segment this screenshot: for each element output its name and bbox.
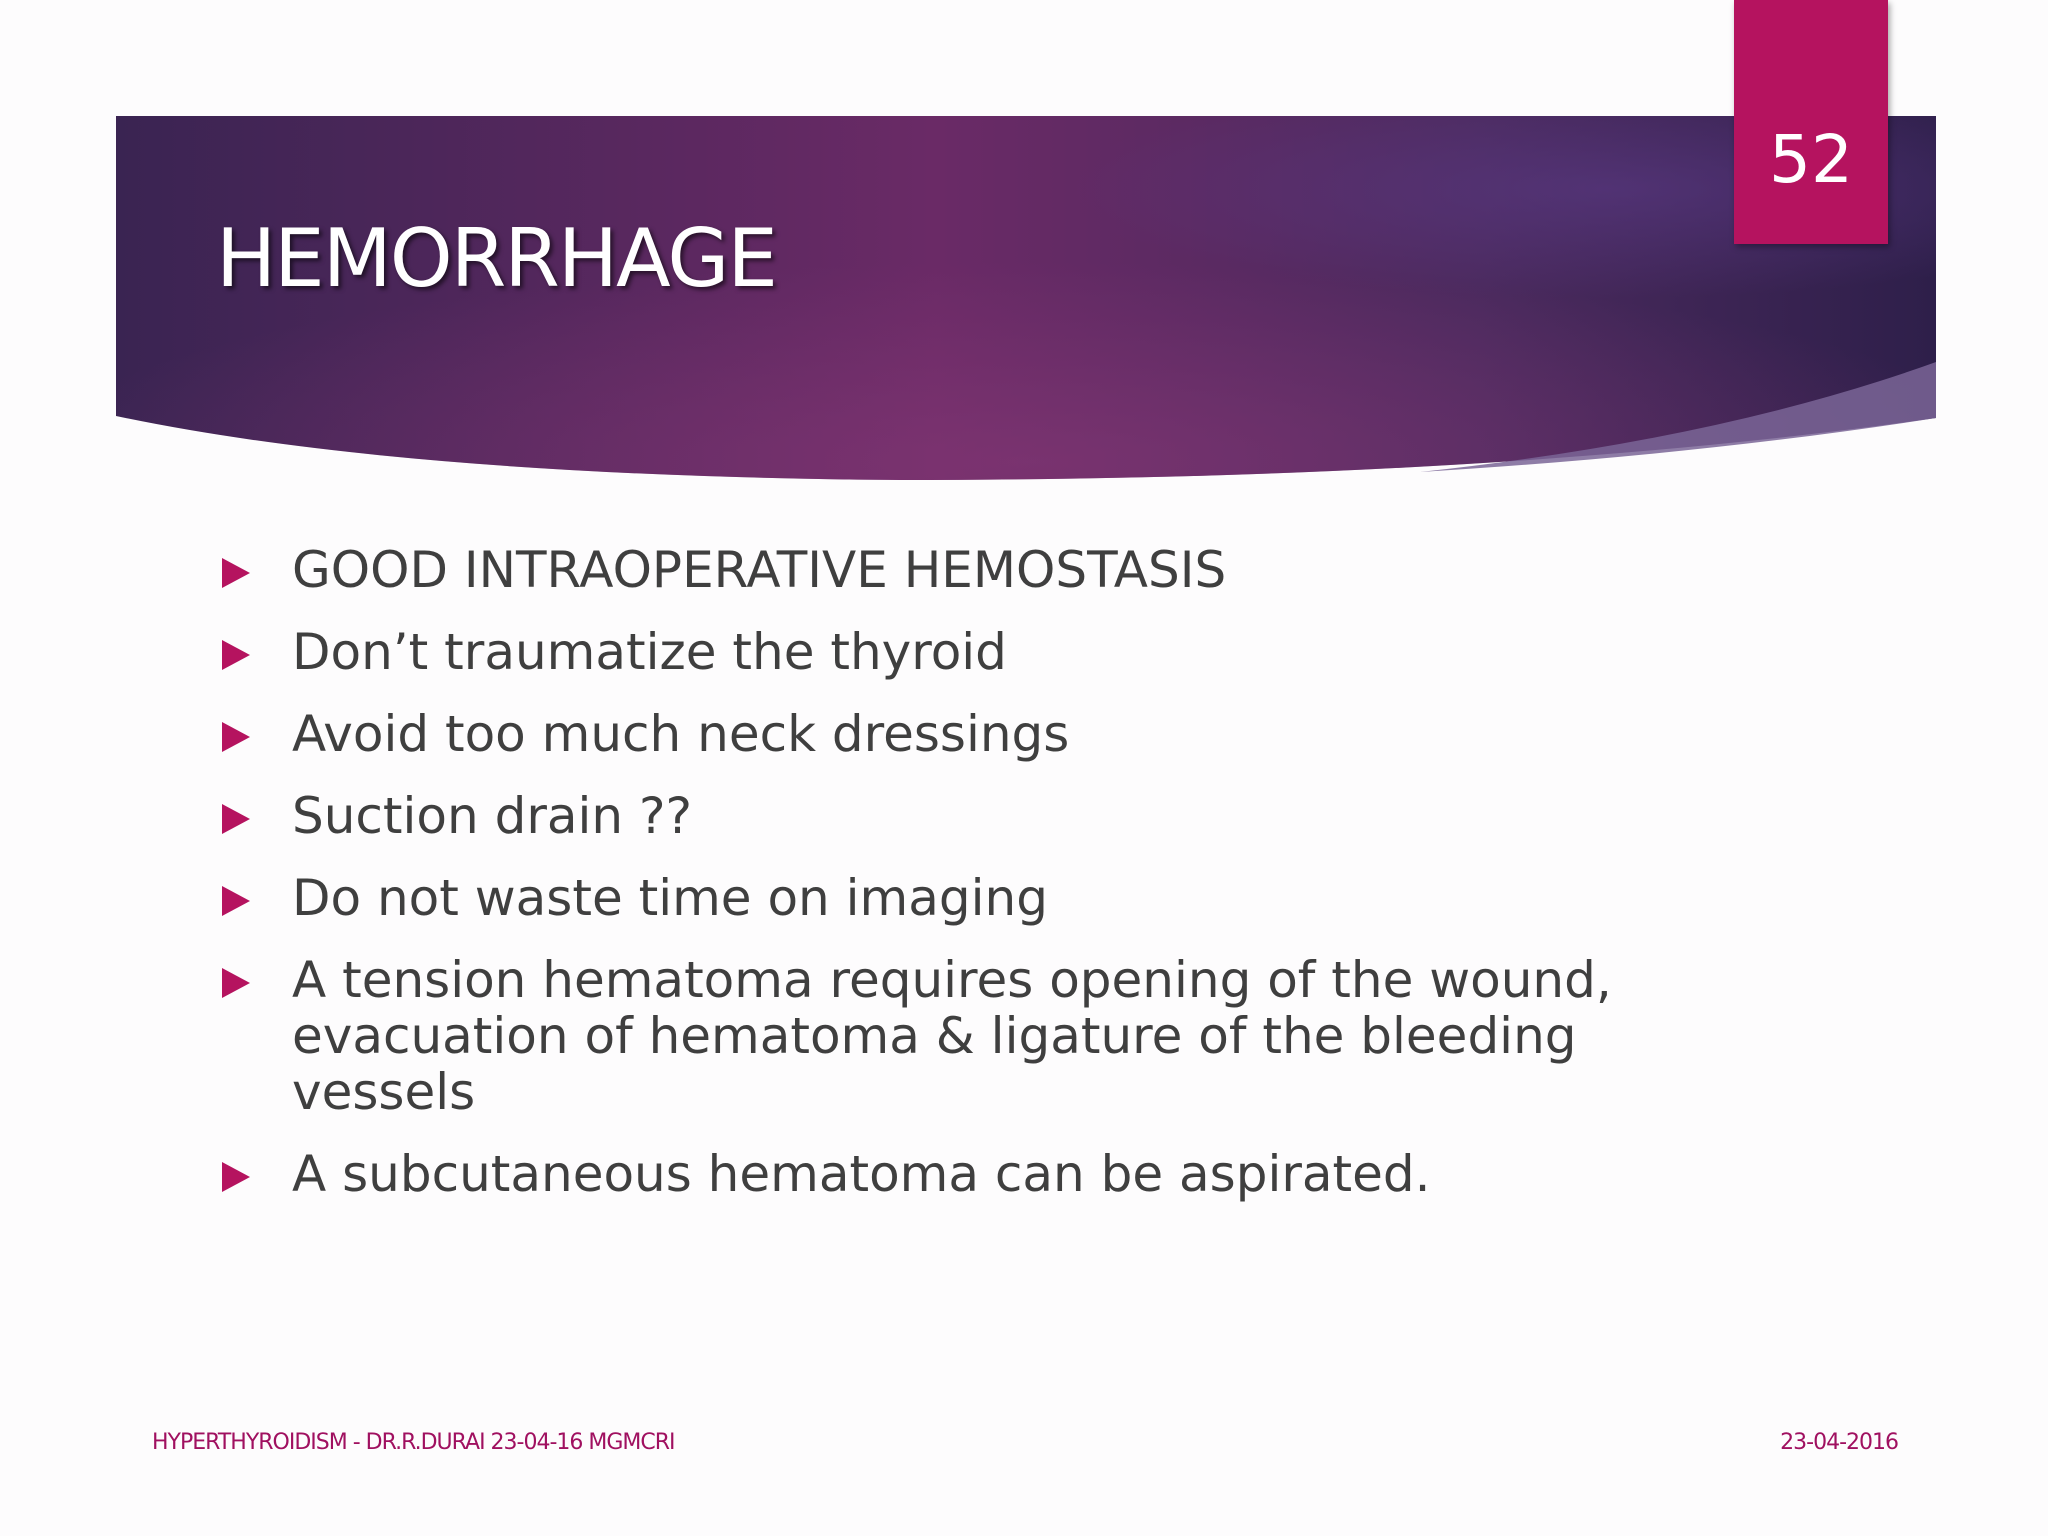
- bullet-text: Suction drain ??: [292, 787, 693, 845]
- bullet-item: [212, 542, 1612, 598]
- triangle-right-icon: [222, 968, 250, 998]
- slide-title: HEMORRHAGE: [216, 212, 776, 305]
- triangle-right-icon: [222, 804, 250, 834]
- page-number: 52: [1769, 121, 1853, 198]
- bullet-text: A subcutaneous hematoma can be aspirated.: [292, 1145, 1431, 1203]
- footer-presentation-title: HYPERTHYROIDISM - DR.R.DURAI 23-04-16 MGMCRI: [152, 1430, 675, 1455]
- triangle-right-icon: [222, 1162, 250, 1192]
- triangle-right-icon: [222, 722, 250, 752]
- bullet-item: [212, 952, 1612, 1120]
- bullet-text: Avoid too much neck dressings: [292, 705, 1070, 763]
- bullet-text: GOOD INTRAOPERATIVE HEMOSTASIS: [292, 541, 1227, 599]
- triangle-right-icon: [222, 886, 250, 916]
- bullet-text: Don’t traumatize the thyroid: [292, 623, 1007, 681]
- footer-date: 23-04-2016: [1780, 1430, 1898, 1455]
- bullet-item: [212, 870, 1612, 926]
- bullet-item: [212, 788, 1612, 844]
- bullet-item: [212, 1146, 1612, 1202]
- bullet-item: [212, 706, 1612, 762]
- page-number-tab: [1734, 0, 1888, 244]
- bullet-text: A tension hematoma requires opening of the wound, evacuation of hematoma & ligature of the bleeding vessels: [292, 951, 1612, 1121]
- bullet-list: [212, 542, 1612, 1228]
- bullet-item: [212, 624, 1612, 680]
- triangle-right-icon: [222, 640, 250, 670]
- bullet-text: Do not waste time on imaging: [292, 869, 1048, 927]
- triangle-right-icon: [222, 558, 250, 588]
